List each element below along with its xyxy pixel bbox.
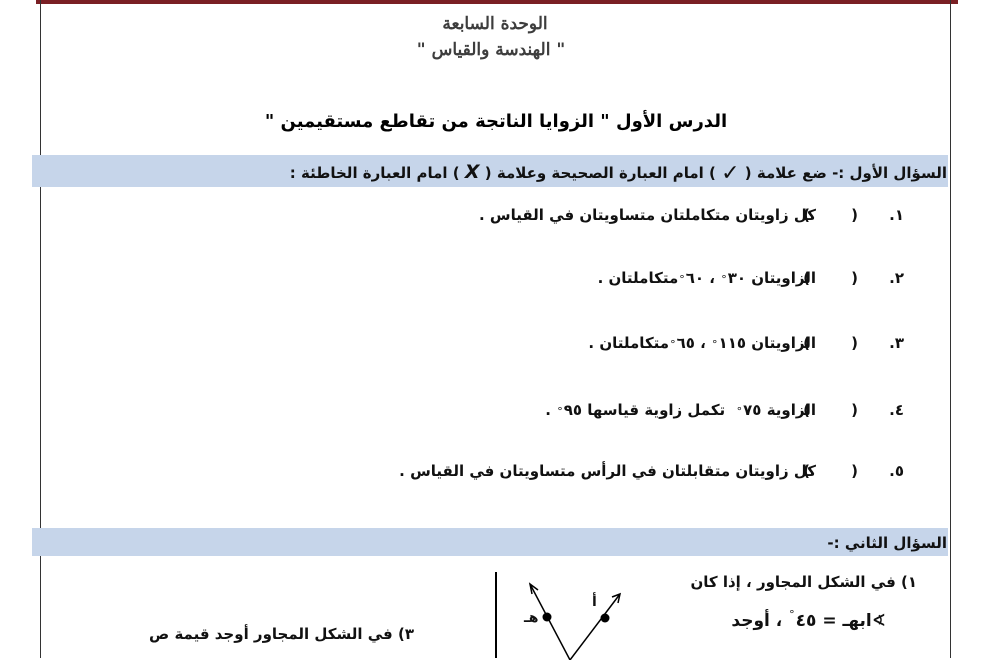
- lesson-title: الدرس الأول " الزوايا الناتجة من تقاطع مستقيمين ": [264, 111, 728, 132]
- question2-part1-line2: [731, 608, 886, 631]
- question1-item-4: [545, 401, 904, 419]
- question1-item-3: [588, 334, 904, 352]
- item-number: ٤.: [889, 401, 904, 419]
- degree-symbol: °: [721, 273, 727, 286]
- question2-heading-band: [32, 528, 948, 556]
- item-text-b: ، ٦٠: [685, 269, 715, 287]
- item-number: ١.: [889, 206, 904, 224]
- degree-symbol: °: [670, 338, 676, 351]
- left-margin-line: [40, 0, 41, 658]
- item-text-c: متكاملتان .: [597, 269, 679, 287]
- answer-blank[interactable]: ( ): [803, 401, 876, 419]
- answer-blank[interactable]: ( ): [803, 206, 876, 224]
- angle-figure: [510, 580, 640, 664]
- degree-symbol: °: [712, 338, 718, 351]
- top-border-line: [36, 0, 958, 4]
- answer-blank[interactable]: ( ): [803, 269, 876, 287]
- question1-heading-part1: السؤال الأول :- ضع علامة (: [744, 164, 947, 182]
- item-text-a: الزاويتان ٣٠: [727, 269, 816, 287]
- item-text: كل زاويتان متقابلتان في الرأس متساويتان في القياس .: [399, 462, 816, 480]
- question2-part1-line1: ١) في الشكل المجاور ، إذا كان: [690, 573, 917, 591]
- item-text-c: متكاملتان .: [588, 334, 670, 352]
- question1-item-5: [399, 462, 904, 480]
- item-text-a: الزاويتان ١١٥: [718, 334, 816, 352]
- question2-part3: ٣) في الشكل المجاور أوجد قيمة ص: [149, 625, 414, 643]
- question2-heading: السؤال الثاني :-: [827, 534, 947, 552]
- unit-subtitle: " الهندسة والقياس ": [416, 40, 566, 60]
- question1-heading-part3: ) امام العبارة الخاطئة :: [289, 164, 460, 182]
- item-text-c: .: [545, 401, 551, 419]
- label-h: هـ: [524, 610, 539, 626]
- item-text: كل زاويتان متكاملتان متساويتان في القياس .: [478, 206, 816, 224]
- degree-symbol: °: [557, 405, 563, 418]
- cross-mark-icon: X: [464, 161, 480, 183]
- question1-item-1: [479, 206, 904, 224]
- question1-heading-part2: ) امام العبارة الصحيحة وعلامة (: [484, 164, 716, 182]
- right-margin-line: [950, 0, 951, 658]
- item-text-b: تكمل زاوية قياسها ٩٥: [563, 401, 726, 419]
- item-text-a: الزاوية ٧٥: [743, 401, 816, 419]
- degree-symbol: °: [679, 273, 685, 286]
- question1-heading: [290, 161, 947, 186]
- question1-item-2: [598, 269, 904, 287]
- item-number: ٢.: [889, 269, 904, 287]
- point-h: [543, 613, 552, 622]
- column-divider: [495, 572, 497, 658]
- check-mark-icon: ✓: [721, 161, 740, 186]
- answer-blank[interactable]: ( ): [803, 334, 876, 352]
- degree-symbol: °: [789, 608, 795, 621]
- item-number: ٥.: [889, 462, 904, 480]
- answer-blank[interactable]: ( ): [803, 462, 876, 480]
- item-number: ٣.: [889, 334, 904, 352]
- degree-symbol: °: [736, 405, 743, 418]
- angle-expression: ∢اب‍هـ = ٤٥: [795, 611, 886, 631]
- unit-title: الوحدة السابعة: [442, 14, 548, 34]
- find-text: ، أوجد: [731, 611, 783, 631]
- label-a: أ: [592, 594, 597, 610]
- point-a: [601, 614, 610, 623]
- item-text-b: ، ٦٥: [676, 334, 706, 352]
